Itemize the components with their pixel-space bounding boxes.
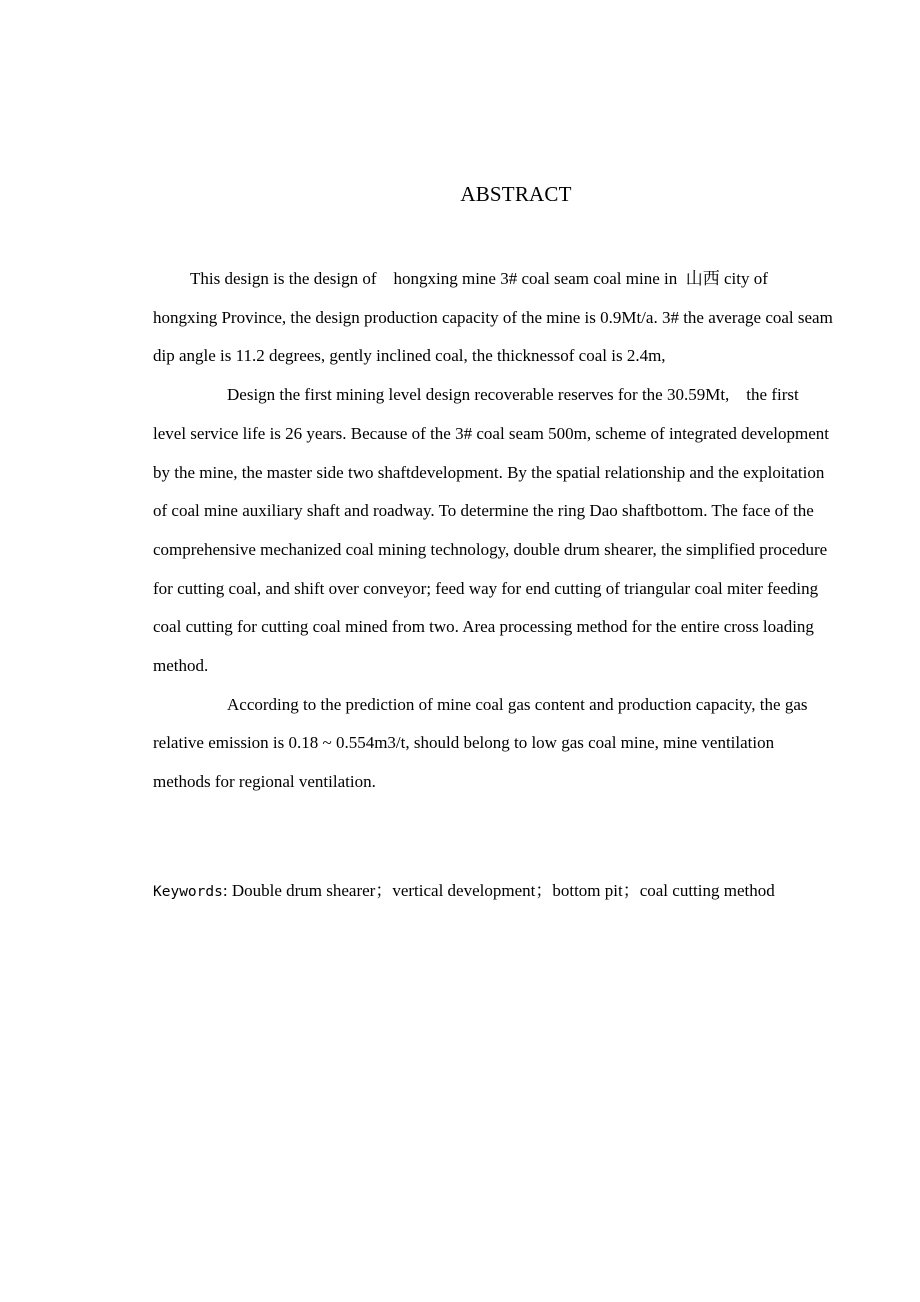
abstract-paragraph-2: Design the first mining level design recoverable reserves for the 30.59Mt, the first level service life is 26 years. Because of the 3# coal seam 500m, scheme of integrated development by the mine, the master side two shaftdevelopment. By the spatial relationship and the exploitation of coal mine auxiliary shaft and roadway. To determine the ring Dao shaftbottom. The face of the comprehensive mechanized coal mining technology, double drum shearer, the simplified procedure for cutting coal, and shift over conveyor; feed way for end cutting of triangular coal miter feeding coal cutting for cutting coal mined from two. Area processing method for the entire cross loading method.: [153, 385, 829, 676]
abstract-body: [153, 260, 833, 802]
abstract-title: ABSTRACT: [460, 182, 572, 206]
abstract-paragraph-1: This design is the design of hongxing mine 3# coal seam coal mine in 山西 city of hongxing Province, the design production capacity of the mine is 0.9Mt/a. 3# the average coal seam dip angle is 11.2 degrees, gently inclined coal, the thicknessof coal is 2.4m,: [153, 269, 833, 366]
keywords-line: [153, 878, 853, 905]
abstract-paragraph-3: According to the prediction of mine coal gas content and production capacity, the gas relative emission is 0.18 ~ 0.554m3/t, should belong to low gas coal mine, mine ventilation methods for regional ventilation.: [153, 694, 808, 792]
keywords-text: : Double drum shearer；vertical development；bottom pit；coal cutting method: [222, 881, 775, 900]
keywords-label: Keywords: [153, 884, 223, 900]
